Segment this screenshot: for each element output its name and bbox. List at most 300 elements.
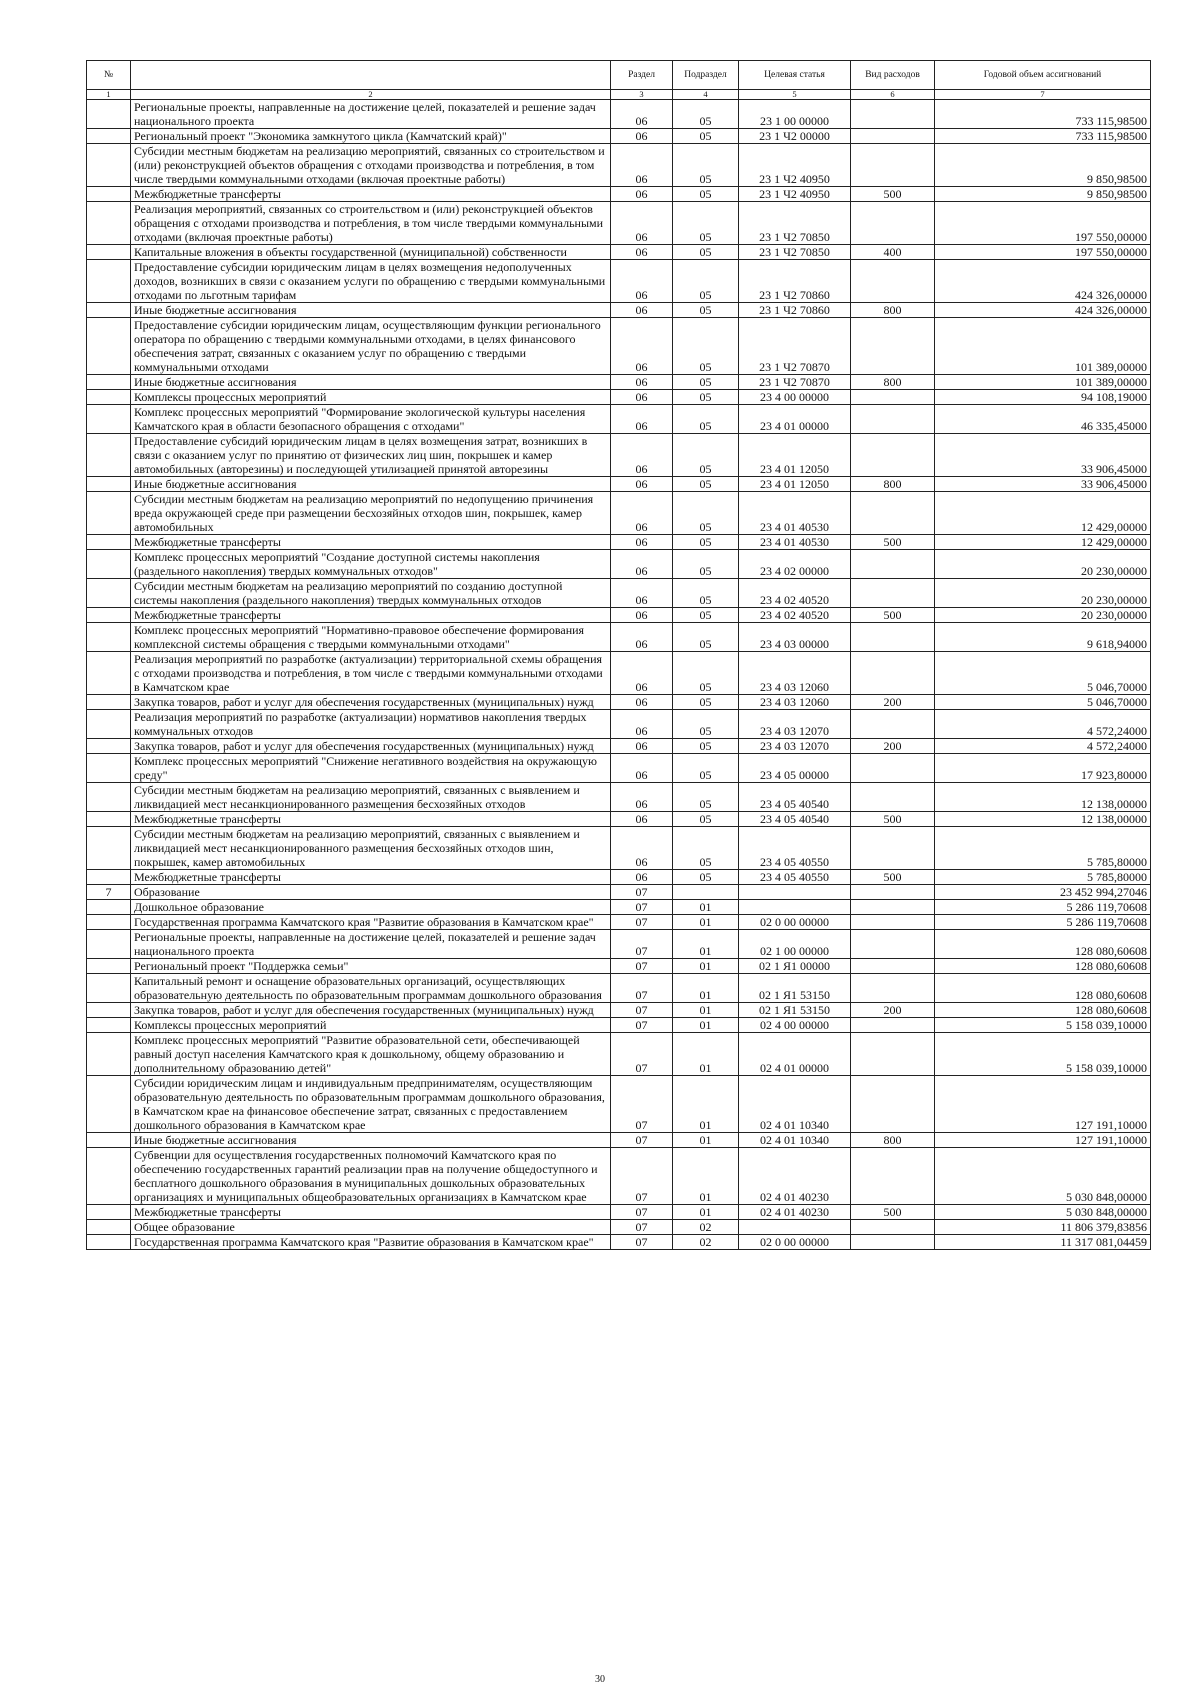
row-podrazdel: 01 xyxy=(673,959,739,974)
row-number xyxy=(87,535,131,550)
row-name: Региональные проекты, направленные на достижение целей, показателей и решение задач национального проекта xyxy=(131,100,611,129)
table-row xyxy=(87,930,1151,959)
row-razdel: 07 xyxy=(611,1205,673,1220)
row-name: Субсидии местным бюджетам на реализацию мероприятий по недопущению причинения вреда окружающей среде при размещении бесхозяйных отходов шин, покрышек, камер автомобильных xyxy=(131,492,611,535)
row-article xyxy=(739,885,851,900)
row-podrazdel: 01 xyxy=(673,1133,739,1148)
table-row xyxy=(87,1018,1151,1033)
row-expense-type xyxy=(851,1076,935,1133)
table-row xyxy=(87,754,1151,783)
row-expense-type: 500 xyxy=(851,608,935,623)
row-article: 23 1 Ч2 70860 xyxy=(739,260,851,303)
row-name: Иные бюджетные ассигнования xyxy=(131,477,611,492)
row-number xyxy=(87,434,131,477)
row-name: Комплекс процессных мероприятий "Нормативно-правовое обеспечение формирования комплексной системы обращения с твердыми коммунальными отходами" xyxy=(131,623,611,652)
row-name: Иные бюджетные ассигнования xyxy=(131,1133,611,1148)
row-amount: 5 030 848,00000 xyxy=(935,1148,1151,1205)
row-number xyxy=(87,1148,131,1205)
row-amount: 128 080,60608 xyxy=(935,1003,1151,1018)
row-name: Субвенции для осуществления государственных полномочий Камчатского края по обеспечению государственных гарантий реализации прав на получение общедоступного и бесплатного дошкольного образования в муниципальных дошкольных образовательных организациях и муниципальных общеобразовательных организациях в Камчатском крае xyxy=(131,1148,611,1205)
row-expense-type xyxy=(851,550,935,579)
row-podrazdel: 05 xyxy=(673,812,739,827)
row-article xyxy=(739,900,851,915)
row-podrazdel: 01 xyxy=(673,930,739,959)
row-amount: 12 138,00000 xyxy=(935,783,1151,812)
row-podrazdel: 05 xyxy=(673,710,739,739)
table-row xyxy=(87,1133,1151,1148)
row-name: Субсидии местным бюджетам на реализацию мероприятий, связанных с выявлением и ликвидацией мест несанкционированного размещения бесхозяйных отходов xyxy=(131,783,611,812)
row-article: 02 1 00 00000 xyxy=(739,930,851,959)
row-amount: 9 618,94000 xyxy=(935,623,1151,652)
row-razdel: 06 xyxy=(611,477,673,492)
row-podrazdel: 05 xyxy=(673,739,739,754)
row-razdel: 06 xyxy=(611,550,673,579)
row-razdel: 06 xyxy=(611,202,673,245)
row-podrazdel: 01 xyxy=(673,1018,739,1033)
table-row xyxy=(87,1003,1151,1018)
row-razdel: 06 xyxy=(611,375,673,390)
row-amount: 5 030 848,00000 xyxy=(935,1205,1151,1220)
table-header-row xyxy=(87,61,1151,90)
row-expense-type xyxy=(851,260,935,303)
row-razdel: 06 xyxy=(611,100,673,129)
header-name xyxy=(131,61,611,90)
row-podrazdel: 01 xyxy=(673,1148,739,1205)
row-article: 02 4 01 10340 xyxy=(739,1076,851,1133)
row-amount: 12 138,00000 xyxy=(935,812,1151,827)
row-name: Предоставление субсидии юридическим лицам, осуществляющим функции регионального оператора по обращению с твердыми коммунальными отходами, в целях финансового обеспечения затрат, связанных с оказанием услуг по обращению с твердыми коммунальными отходами xyxy=(131,318,611,375)
row-article: 23 1 Ч2 70850 xyxy=(739,245,851,260)
row-number xyxy=(87,144,131,187)
row-razdel: 06 xyxy=(611,390,673,405)
row-name: Межбюджетные трансферты xyxy=(131,187,611,202)
row-article: 02 1 Я1 53150 xyxy=(739,1003,851,1018)
row-podrazdel: 05 xyxy=(673,375,739,390)
row-razdel: 07 xyxy=(611,1018,673,1033)
row-article: 23 4 01 40530 xyxy=(739,535,851,550)
row-number xyxy=(87,550,131,579)
table-row xyxy=(87,1148,1151,1205)
row-name: Капитальный ремонт и оснащение образовательных организаций, осуществляющих образовательную деятельность по образовательным программам дошкольного образования xyxy=(131,974,611,1003)
header-podrazdel: Подраздел xyxy=(673,61,739,90)
row-number xyxy=(87,870,131,885)
row-article: 23 4 01 12050 xyxy=(739,477,851,492)
table-row xyxy=(87,260,1151,303)
row-amount: 20 230,00000 xyxy=(935,550,1151,579)
row-podrazdel: 05 xyxy=(673,754,739,783)
row-number xyxy=(87,710,131,739)
row-amount: 9 850,98500 xyxy=(935,144,1151,187)
row-amount: 128 080,60608 xyxy=(935,959,1151,974)
row-podrazdel: 05 xyxy=(673,870,739,885)
row-expense-type xyxy=(851,434,935,477)
row-expense-type xyxy=(851,652,935,695)
row-expense-type xyxy=(851,959,935,974)
row-number xyxy=(87,1133,131,1148)
row-name: Комплекс процессных мероприятий "Создание доступной системы накопления (раздельного накопления) твердых коммунальных отходов" xyxy=(131,550,611,579)
row-expense-type: 400 xyxy=(851,245,935,260)
row-amount: 4 572,24000 xyxy=(935,739,1151,754)
table-row xyxy=(87,550,1151,579)
row-article: 02 4 01 00000 xyxy=(739,1033,851,1076)
column-number: 5 xyxy=(739,90,851,100)
row-amount: 197 550,00000 xyxy=(935,245,1151,260)
row-expense-type xyxy=(851,144,935,187)
column-number-row xyxy=(87,90,1151,100)
table-row xyxy=(87,1235,1151,1250)
row-article: 23 4 05 40550 xyxy=(739,870,851,885)
table-row xyxy=(87,144,1151,187)
row-expense-type: 800 xyxy=(851,1133,935,1148)
table-row xyxy=(87,434,1151,477)
table-row xyxy=(87,579,1151,608)
row-name: Иные бюджетные ассигнования xyxy=(131,303,611,318)
budget-table xyxy=(86,60,1151,1250)
row-razdel: 06 xyxy=(611,783,673,812)
row-name: Межбюджетные трансферты xyxy=(131,1205,611,1220)
row-razdel: 06 xyxy=(611,870,673,885)
row-number xyxy=(87,1235,131,1250)
row-article: 23 4 01 12050 xyxy=(739,434,851,477)
row-razdel: 07 xyxy=(611,885,673,900)
row-podrazdel: 05 xyxy=(673,579,739,608)
row-number xyxy=(87,187,131,202)
row-expense-type xyxy=(851,915,935,930)
row-amount: 733 115,98500 xyxy=(935,129,1151,144)
row-article: 23 1 Ч2 70850 xyxy=(739,202,851,245)
row-expense-type xyxy=(851,492,935,535)
row-amount: 94 108,19000 xyxy=(935,390,1151,405)
row-amount: 128 080,60608 xyxy=(935,930,1151,959)
row-amount: 4 572,24000 xyxy=(935,710,1151,739)
row-amount: 17 923,80000 xyxy=(935,754,1151,783)
row-name: Субсидии местным бюджетам на реализацию мероприятий, связанных с выявлением и ликвидацией мест несанкционированного размещения бесхозяйных отходов шин, покрышек, камер автомобильных xyxy=(131,827,611,870)
row-amount: 33 906,45000 xyxy=(935,434,1151,477)
row-expense-type xyxy=(851,202,935,245)
row-amount: 127 191,10000 xyxy=(935,1133,1151,1148)
row-razdel: 07 xyxy=(611,974,673,1003)
row-podrazdel: 05 xyxy=(673,260,739,303)
row-number xyxy=(87,375,131,390)
row-article: 23 4 03 12060 xyxy=(739,652,851,695)
row-razdel: 06 xyxy=(611,144,673,187)
row-amount: 733 115,98500 xyxy=(935,100,1151,129)
column-number: 2 xyxy=(131,90,611,100)
row-podrazdel: 05 xyxy=(673,187,739,202)
row-razdel: 06 xyxy=(611,754,673,783)
row-expense-type: 200 xyxy=(851,1003,935,1018)
row-number xyxy=(87,1018,131,1033)
row-expense-type xyxy=(851,900,935,915)
row-number xyxy=(87,623,131,652)
row-expense-type xyxy=(851,579,935,608)
row-expense-type xyxy=(851,710,935,739)
column-number: 6 xyxy=(851,90,935,100)
row-expense-type: 800 xyxy=(851,303,935,318)
row-razdel: 06 xyxy=(611,303,673,318)
row-name: Реализация мероприятий, связанных со строительством и (или) реконструкцией объектов обращения с отходами производства и потребления, в том числе твердыми коммунальными отходами (включая проектные работы) xyxy=(131,202,611,245)
row-amount: 20 230,00000 xyxy=(935,579,1151,608)
row-amount: 23 452 994,27046 xyxy=(935,885,1151,900)
row-expense-type xyxy=(851,1018,935,1033)
row-razdel: 06 xyxy=(611,535,673,550)
row-amount: 5 286 119,70608 xyxy=(935,900,1151,915)
row-amount: 5 158 039,10000 xyxy=(935,1033,1151,1076)
row-amount: 5 286 119,70608 xyxy=(935,915,1151,930)
table-row xyxy=(87,623,1151,652)
row-podrazdel: 05 xyxy=(673,405,739,434)
row-expense-type: 800 xyxy=(851,375,935,390)
row-expense-type: 800 xyxy=(851,477,935,492)
header-article: Целевая статья xyxy=(739,61,851,90)
row-name: Субсидии местным бюджетам на реализацию мероприятий, связанных со строительством и (или) реконструкцией объектов обращения с отходами производства и потребления, в том числе твердыми коммунальными отходами (включая проектные работы) xyxy=(131,144,611,187)
row-amount: 127 191,10000 xyxy=(935,1076,1151,1133)
row-name: Субсидии юридическим лицам и индивидуальным предпринимателям, осуществляющим образовательную деятельность по образовательным программам дошкольного образования, в Камчатском крае на финансовое обеспечение затрат, связанных с предоставлением дошкольного образования в Камчатском крае xyxy=(131,1076,611,1133)
row-amount: 5 046,70000 xyxy=(935,695,1151,710)
row-number xyxy=(87,260,131,303)
row-name: Комплекс процессных мероприятий "Снижение негативного воздействия на окружающую среду" xyxy=(131,754,611,783)
row-podrazdel: 05 xyxy=(673,202,739,245)
row-article: 02 1 Я1 53150 xyxy=(739,974,851,1003)
row-podrazdel: 01 xyxy=(673,974,739,1003)
row-podrazdel: 05 xyxy=(673,623,739,652)
table-row xyxy=(87,202,1151,245)
row-number xyxy=(87,1205,131,1220)
row-razdel: 06 xyxy=(611,812,673,827)
row-razdel: 07 xyxy=(611,900,673,915)
row-name: Субсидии местным бюджетам на реализацию мероприятий по созданию доступной системы накопления (раздельного накопления) твердых коммунальных отходов xyxy=(131,579,611,608)
row-podrazdel: 05 xyxy=(673,144,739,187)
row-name: Реализация мероприятий по разработке (актуализации) нормативов накопления твердых коммунальных отходов xyxy=(131,710,611,739)
row-expense-type xyxy=(851,1033,935,1076)
row-article: 02 1 Я1 00000 xyxy=(739,959,851,974)
row-number xyxy=(87,579,131,608)
row-expense-type xyxy=(851,623,935,652)
row-amount: 12 429,00000 xyxy=(935,535,1151,550)
row-podrazdel: 05 xyxy=(673,652,739,695)
table-row xyxy=(87,900,1151,915)
row-article: 23 4 05 40550 xyxy=(739,827,851,870)
row-amount: 128 080,60608 xyxy=(935,974,1151,1003)
row-razdel: 06 xyxy=(611,579,673,608)
table-row xyxy=(87,129,1151,144)
row-podrazdel: 01 xyxy=(673,1003,739,1018)
table-row xyxy=(87,1205,1151,1220)
column-number: 3 xyxy=(611,90,673,100)
row-number xyxy=(87,492,131,535)
row-expense-type xyxy=(851,405,935,434)
row-number xyxy=(87,754,131,783)
row-podrazdel: 01 xyxy=(673,1033,739,1076)
table-row xyxy=(87,492,1151,535)
row-name: Межбюджетные трансферты xyxy=(131,870,611,885)
table-row xyxy=(87,477,1151,492)
table-row xyxy=(87,100,1151,129)
row-expense-type xyxy=(851,1235,935,1250)
row-podrazdel: 05 xyxy=(673,100,739,129)
row-amount: 5 158 039,10000 xyxy=(935,1018,1151,1033)
row-expense-type: 200 xyxy=(851,739,935,754)
row-name: Образование xyxy=(131,885,611,900)
row-razdel: 06 xyxy=(611,623,673,652)
row-number xyxy=(87,783,131,812)
row-article: 23 1 Ч2 70870 xyxy=(739,375,851,390)
row-article: 23 4 01 40530 xyxy=(739,492,851,535)
row-name: Межбюджетные трансферты xyxy=(131,535,611,550)
row-number xyxy=(87,930,131,959)
row-article: 23 1 Ч2 70870 xyxy=(739,318,851,375)
row-name: Капитальные вложения в объекты государственной (муниципальной) собственности xyxy=(131,245,611,260)
row-number xyxy=(87,1003,131,1018)
row-razdel: 07 xyxy=(611,1220,673,1235)
row-razdel: 06 xyxy=(611,608,673,623)
row-razdel: 06 xyxy=(611,318,673,375)
row-expense-type xyxy=(851,1148,935,1205)
row-razdel: 06 xyxy=(611,710,673,739)
row-number xyxy=(87,959,131,974)
row-podrazdel: 05 xyxy=(673,477,739,492)
row-podrazdel: 05 xyxy=(673,303,739,318)
row-razdel: 07 xyxy=(611,1033,673,1076)
table-row xyxy=(87,390,1151,405)
row-podrazdel: 02 xyxy=(673,1220,739,1235)
table-body xyxy=(87,100,1151,1250)
row-podrazdel: 05 xyxy=(673,318,739,375)
table-row xyxy=(87,827,1151,870)
row-amount: 11 317 081,04459 xyxy=(935,1235,1151,1250)
row-name: Государственная программа Камчатского края "Развитие образования в Камчатском крае" xyxy=(131,1235,611,1250)
row-name: Дошкольное образование xyxy=(131,900,611,915)
row-article: 02 4 01 40230 xyxy=(739,1205,851,1220)
budget-sheet xyxy=(86,60,1150,1250)
row-number xyxy=(87,900,131,915)
row-razdel: 07 xyxy=(611,1148,673,1205)
row-podrazdel: 05 xyxy=(673,129,739,144)
row-article: 02 0 00 00000 xyxy=(739,1235,851,1250)
row-amount: 12 429,00000 xyxy=(935,492,1151,535)
row-razdel: 06 xyxy=(611,260,673,303)
row-article: 23 4 05 00000 xyxy=(739,754,851,783)
row-expense-type xyxy=(851,974,935,1003)
row-podrazdel: 05 xyxy=(673,245,739,260)
row-expense-type xyxy=(851,783,935,812)
row-article: 23 1 00 00000 xyxy=(739,100,851,129)
table-row xyxy=(87,695,1151,710)
table-row xyxy=(87,405,1151,434)
row-amount: 9 850,98500 xyxy=(935,187,1151,202)
row-name: Межбюджетные трансферты xyxy=(131,812,611,827)
row-podrazdel xyxy=(673,885,739,900)
row-razdel: 07 xyxy=(611,915,673,930)
table-row xyxy=(87,870,1151,885)
row-number xyxy=(87,303,131,318)
row-razdel: 07 xyxy=(611,1076,673,1133)
row-name: Комплекс процессных мероприятий "Развитие образовательной сети, обеспечивающей равный доступ населения Камчатского края к дошкольному, общему образованию и дополнительному образованию детей" xyxy=(131,1033,611,1076)
row-name: Закупка товаров, работ и услуг для обеспечения государственных (муниципальных) нужд xyxy=(131,695,611,710)
row-podrazdel: 05 xyxy=(673,390,739,405)
row-expense-type xyxy=(851,1220,935,1235)
row-amount: 5 785,80000 xyxy=(935,827,1151,870)
row-name: Предоставление субсидии юридическим лицам в целях возмещения недополученных доходов, возникших в связи с оказанием услуги по обращению с твердыми коммунальными отходами по льготным тарифам xyxy=(131,260,611,303)
row-number xyxy=(87,390,131,405)
row-expense-type: 500 xyxy=(851,870,935,885)
row-podrazdel: 05 xyxy=(673,827,739,870)
row-expense-type xyxy=(851,318,935,375)
row-amount: 424 326,00000 xyxy=(935,303,1151,318)
row-name: Региональный проект "Поддержка семьи" xyxy=(131,959,611,974)
row-number xyxy=(87,100,131,129)
row-article: 23 4 03 12070 xyxy=(739,710,851,739)
row-razdel: 06 xyxy=(611,739,673,754)
row-amount: 197 550,00000 xyxy=(935,202,1151,245)
row-podrazdel: 05 xyxy=(673,783,739,812)
row-expense-type: 500 xyxy=(851,187,935,202)
row-expense-type: 500 xyxy=(851,1205,935,1220)
row-podrazdel: 02 xyxy=(673,1235,739,1250)
row-amount: 101 389,00000 xyxy=(935,318,1151,375)
row-name: Региональный проект "Экономика замкнутого цикла (Камчатский край)" xyxy=(131,129,611,144)
row-article: 23 4 05 40540 xyxy=(739,783,851,812)
table-row xyxy=(87,885,1151,900)
row-article: 23 1 Ч2 70860 xyxy=(739,303,851,318)
row-amount: 46 335,45000 xyxy=(935,405,1151,434)
table-row xyxy=(87,535,1151,550)
row-name: Комплекс процессных мероприятий "Формирование экологической культуры населения Камчатского края в области безопасного обращения с отходами" xyxy=(131,405,611,434)
row-podrazdel: 05 xyxy=(673,550,739,579)
row-amount: 424 326,00000 xyxy=(935,260,1151,303)
row-podrazdel: 01 xyxy=(673,1076,739,1133)
header-amount: Годовой объем ассигнований xyxy=(935,61,1151,90)
row-article: 23 4 01 00000 xyxy=(739,405,851,434)
row-expense-type xyxy=(851,930,935,959)
row-number xyxy=(87,1220,131,1235)
row-article: 23 4 02 00000 xyxy=(739,550,851,579)
row-amount: 33 906,45000 xyxy=(935,477,1151,492)
row-name: Комплексы процессных мероприятий xyxy=(131,390,611,405)
row-name: Закупка товаров, работ и услуг для обеспечения государственных (муниципальных) нужд xyxy=(131,1003,611,1018)
table-row xyxy=(87,812,1151,827)
table-row xyxy=(87,1220,1151,1235)
column-number: 7 xyxy=(935,90,1151,100)
header-no: № xyxy=(87,61,131,90)
row-article: 23 4 03 12070 xyxy=(739,739,851,754)
row-article: 02 4 01 10340 xyxy=(739,1133,851,1148)
row-article: 02 0 00 00000 xyxy=(739,915,851,930)
row-article: 02 4 00 00000 xyxy=(739,1018,851,1033)
row-article: 23 4 03 12060 xyxy=(739,695,851,710)
row-amount: 5 046,70000 xyxy=(935,652,1151,695)
row-name: Комплексы процессных мероприятий xyxy=(131,1018,611,1033)
table-row xyxy=(87,915,1151,930)
table-row xyxy=(87,710,1151,739)
row-expense-type: 500 xyxy=(851,812,935,827)
row-podrazdel: 05 xyxy=(673,608,739,623)
row-article: 23 4 02 40520 xyxy=(739,608,851,623)
row-article xyxy=(739,1220,851,1235)
table-row xyxy=(87,739,1151,754)
row-razdel: 06 xyxy=(611,187,673,202)
row-razdel: 07 xyxy=(611,1003,673,1018)
header-razdel: Раздел xyxy=(611,61,673,90)
row-razdel: 07 xyxy=(611,930,673,959)
row-razdel: 06 xyxy=(611,434,673,477)
row-name: Закупка товаров, работ и услуг для обеспечения государственных (муниципальных) нужд xyxy=(131,739,611,754)
row-amount: 5 785,80000 xyxy=(935,870,1151,885)
header-type: Вид расходов xyxy=(851,61,935,90)
table-row xyxy=(87,608,1151,623)
row-razdel: 06 xyxy=(611,827,673,870)
row-name: Реализация мероприятий по разработке (актуализации) территориальной схемы обращения с отходами производства и потребления, в том числе с твердыми коммунальными отходами в Камчатском крае xyxy=(131,652,611,695)
